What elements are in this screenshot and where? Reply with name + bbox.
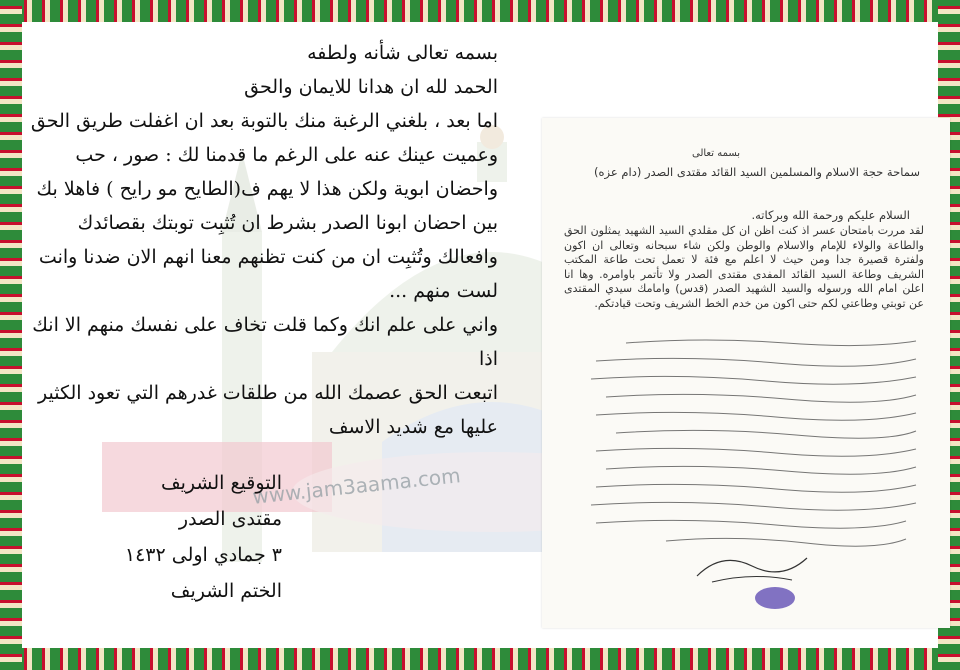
- text-line: لست منهم ...: [389, 280, 498, 302]
- handwritten-reply: [586, 335, 926, 555]
- text-line: بسمه تعالى شأنه ولطفه: [307, 42, 498, 64]
- seal-stamp: [755, 587, 795, 609]
- watermark-site-text: www.jam3aama.com: [251, 463, 462, 509]
- letter-header: سماحة حجة الاسلام والمسلمين السيد القائد مقتدى الصدر (دام عزه): [594, 165, 920, 179]
- signature-name: مقتدى الصدر: [178, 508, 282, 530]
- handwritten-signature: [692, 546, 812, 586]
- signature-label: التوقيع الشريف: [160, 472, 282, 494]
- decorative-border-top: [0, 0, 960, 22]
- text-line: واني على علم انك وكما قلت تخاف على نفسك منهم الا انك اذا: [32, 314, 498, 370]
- letter-body: لقد مررت بامتحان عسر اذ كنت اظن ان كل مقلدي السيد الشهيد يمثلون الحق والطاعة والولاء للإمام والاسلام والوطن ولكن شاء سبحانه وتعالى ان اكون ولفترة قصيرة جدا ومن حيث لا اعلم مع فئة لا تعمل تحت طاعة المكتب الشريف وطاعة السيد القائد المفدى مقتدى الصدر ولا تأتمر باوامره. وها انا اعلن امام الله ورسوله والسيد الشهيد الصدر (قدس) وامامك سيدي المقتدى عن توبتي وطاعتي لكم حتى اكون من خدم الخط الشريف وتحت قيادتكم.: [564, 224, 924, 310]
- text-line: وافعالك وتُثبِت ان من كنت تظنهم معنا انهم الان ضدنا وانت: [38, 246, 498, 268]
- decorative-border-left: [0, 0, 22, 670]
- text-line: واحضان ابوية ولكن هذا لا يهم ف(الطايح مو رايح ) فاهلا بك: [36, 178, 498, 200]
- signature-block: [82, 466, 282, 610]
- text-line: الحمد لله ان هدانا للايمان والحق: [244, 76, 498, 98]
- seal-label: الختم الشريف: [170, 580, 282, 602]
- text-line: اتبعت الحق عصمك الله من طلقات غدرهم التي تعود الكثير: [38, 382, 498, 404]
- content-area: [22, 22, 938, 648]
- signature-date: ٣ جمادي اولى ١٤٣٢: [124, 544, 282, 566]
- letter-salutation: بسمه تعالى: [692, 148, 741, 159]
- text-line: بين احضان ابونا الصدر بشرط ان تُثبِت توبتك بقصائدك: [77, 212, 498, 234]
- scanned-letter: [542, 118, 950, 628]
- text-line: اما بعد ، بلغني الرغبة منك بالتوبة بعد ان اغفلت طريق الحق: [30, 110, 498, 132]
- main-text: [28, 36, 498, 444]
- text-line: وعميت عينك عنه على الرغم ما قدمنا لك : صور ، حب: [75, 144, 498, 166]
- text-line: عليها مع شديد الاسف: [328, 416, 498, 438]
- letter-greeting: السلام عليكم ورحمة الله وبركاته.: [751, 208, 910, 222]
- decorative-border-bottom: [0, 648, 960, 670]
